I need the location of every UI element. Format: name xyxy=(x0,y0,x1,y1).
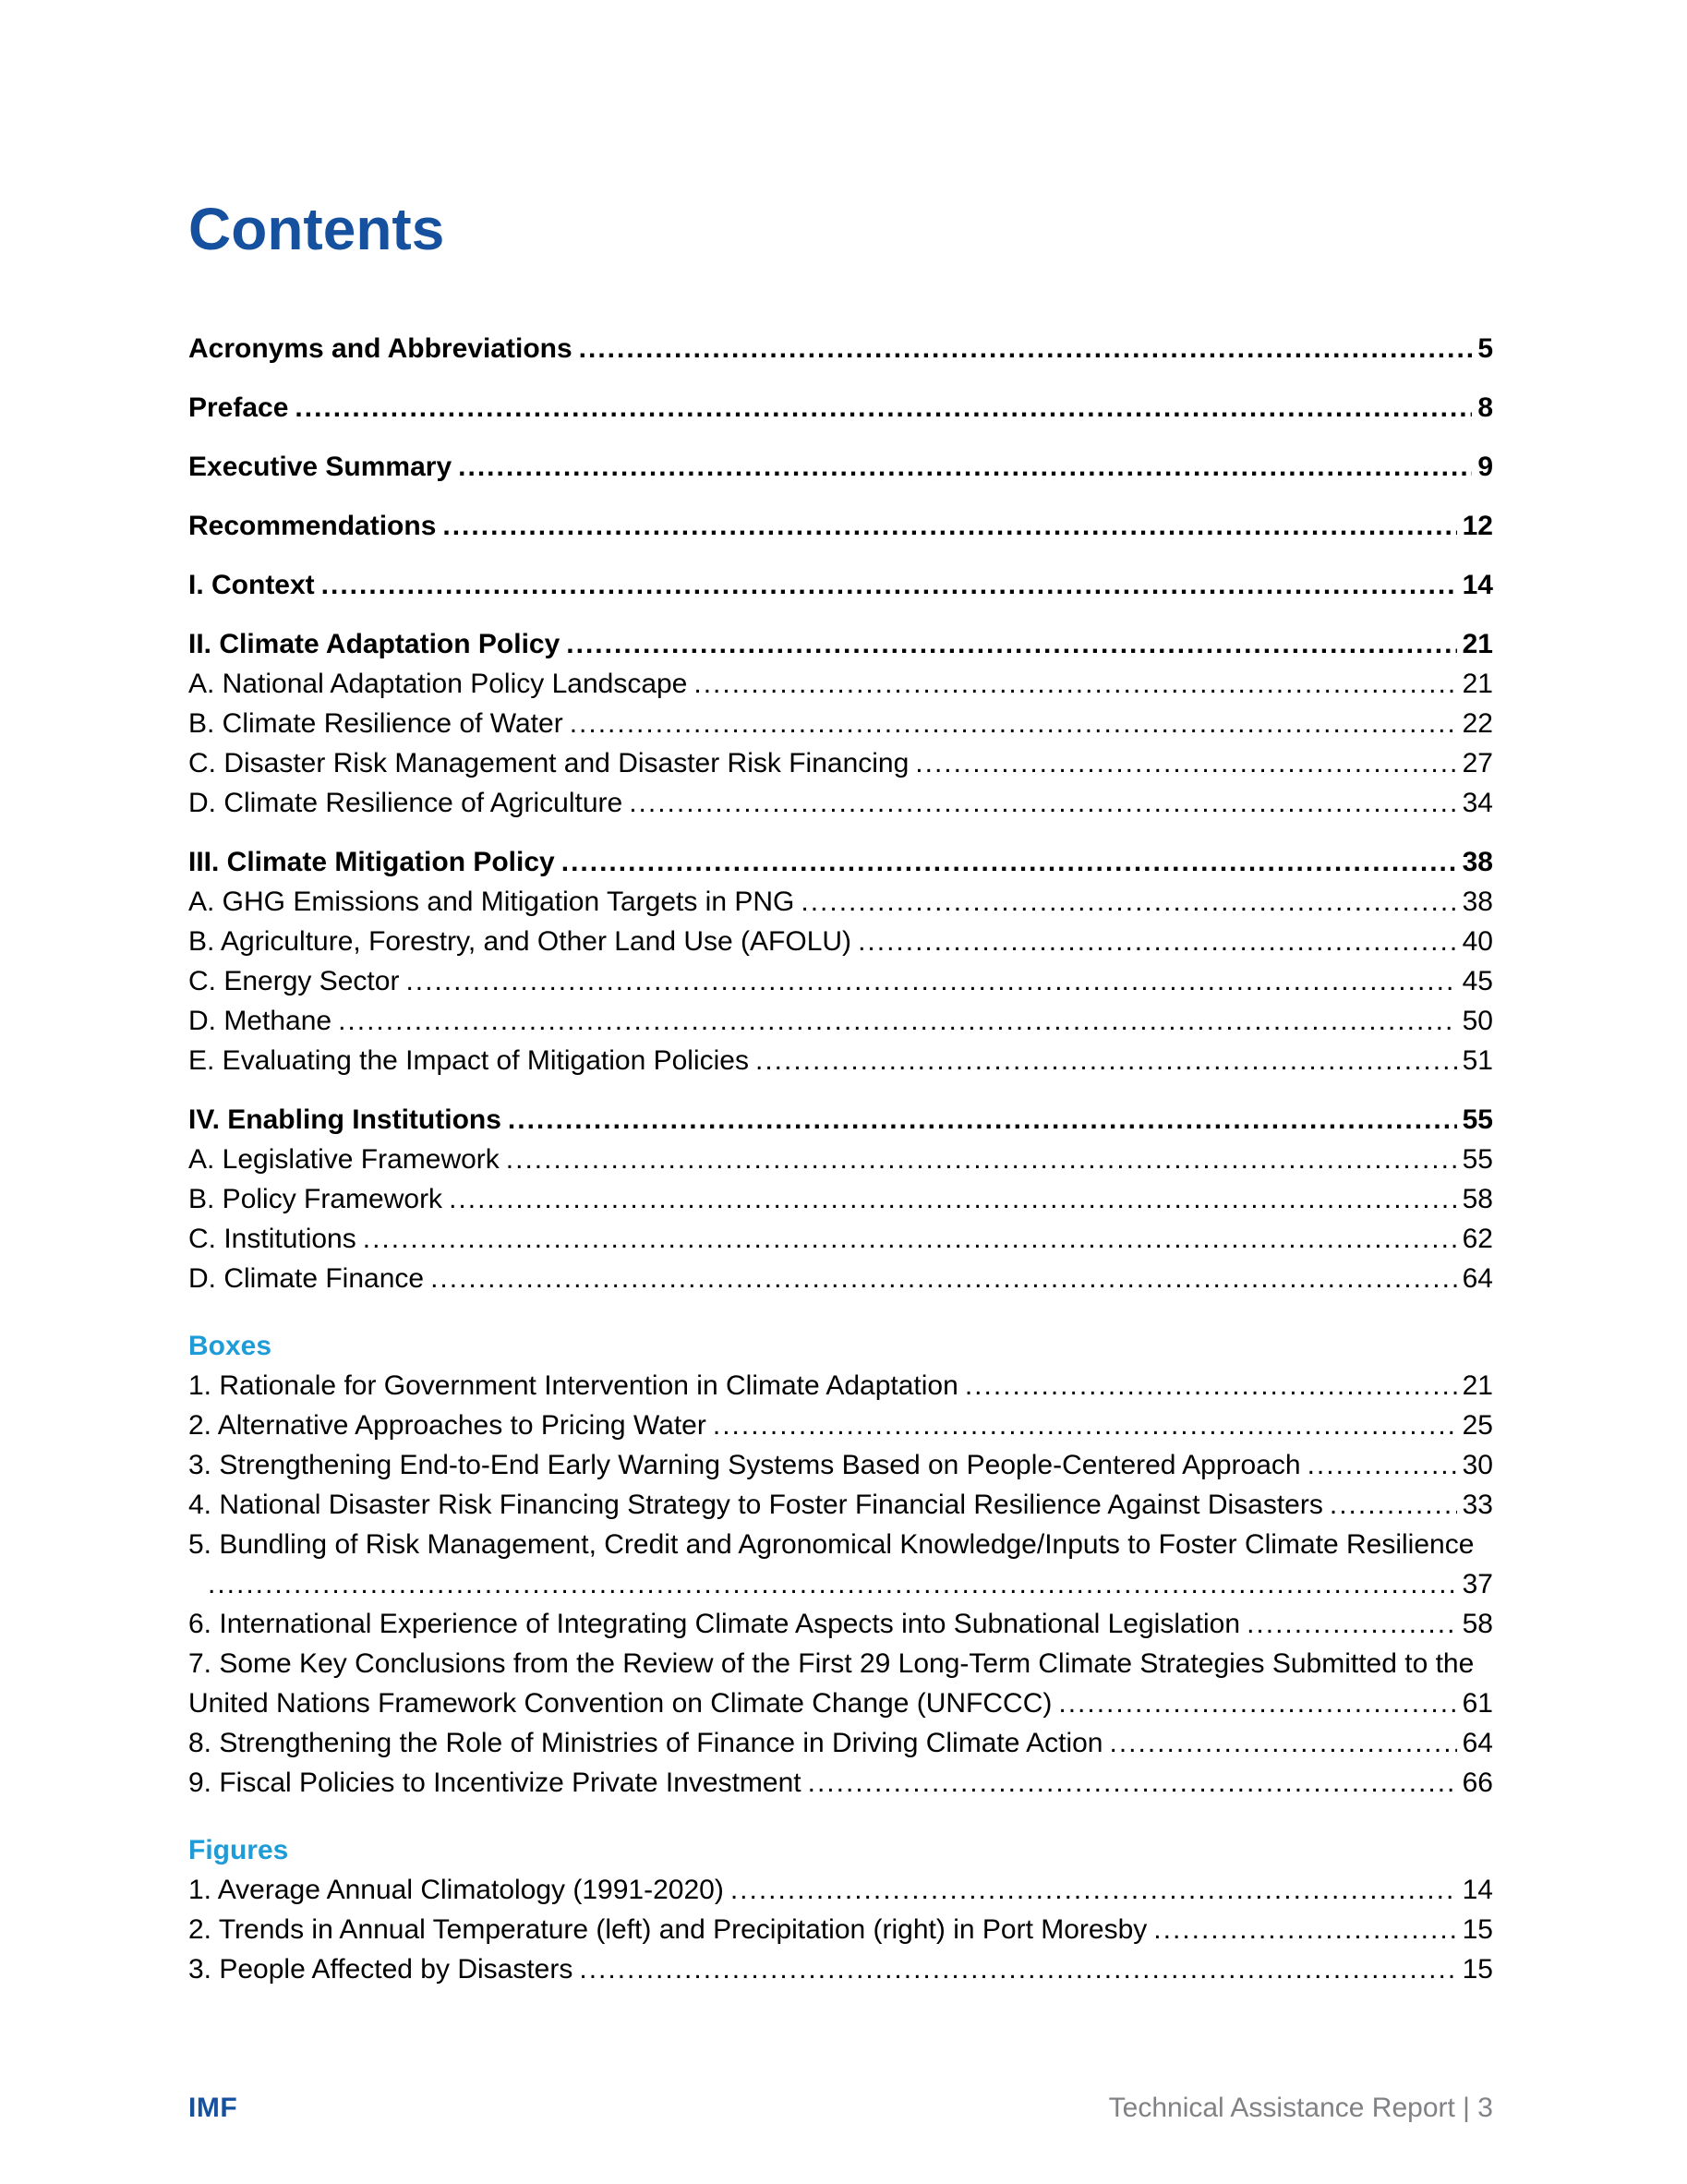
toc-entry-label: 3. Strengthening End-to-End Early Warning Systems Based on People-Centered Approach xyxy=(188,1450,1301,1480)
leader-dots xyxy=(321,565,1457,605)
toc-entry-page: 55 xyxy=(1462,1104,1493,1135)
toc-entry-label: Recommendations xyxy=(188,511,437,541)
toc-entry-box xyxy=(188,1723,1493,1763)
toc-entry-subsection xyxy=(188,783,1493,823)
toc-entry-subsection xyxy=(188,922,1493,961)
toc-entry-label: 2. Alternative Approaches to Pricing Water xyxy=(188,1410,706,1441)
leader-dots xyxy=(295,388,1472,428)
leader-dots xyxy=(449,1179,1457,1219)
toc-entry-label: B. Policy Framework xyxy=(188,1184,443,1214)
toc-entry-label: 1. Average Annual Climatology (1991-2020) xyxy=(188,1875,724,1905)
toc-entry-label: C. Energy Sector xyxy=(188,966,400,996)
toc-entry-page: 27 xyxy=(1462,748,1493,778)
toc-entry-box xyxy=(188,1366,1493,1406)
toc-entry-label: 2. Trends in Annual Temperature (left) and Precipitation (right) in Port Moresby xyxy=(188,1914,1148,1945)
leader-dots xyxy=(965,1366,1457,1406)
leader-dots xyxy=(405,961,1456,1001)
toc-entry-label: A. Legislative Framework xyxy=(188,1144,500,1175)
toc-entry-label: C. Disaster Risk Management and Disaster Risk Financing xyxy=(188,748,910,778)
leader-dots xyxy=(566,624,1456,664)
leader-dots xyxy=(458,447,1472,487)
toc-entry-page: 61 xyxy=(1462,1688,1493,1719)
toc-entry-box xyxy=(188,1406,1493,1445)
toc-entry-box xyxy=(188,1604,1493,1644)
toc-entry-label: D. Methane xyxy=(188,1006,332,1036)
toc-entry-page: 58 xyxy=(1462,1184,1493,1214)
leader-dots xyxy=(508,1100,1457,1140)
toc-entry-label: B. Climate Resilience of Water xyxy=(188,708,563,739)
page-title: Contents xyxy=(188,196,445,262)
toc-entry-front-matter xyxy=(188,447,1493,487)
toc-entry-subsection xyxy=(188,961,1493,1001)
toc-entry-label: IV. Enabling Institutions xyxy=(188,1104,501,1135)
toc-entry-label: 4. National Disaster Risk Financing Strategy to Foster Financial Resilience Against Disasters xyxy=(188,1490,1323,1520)
toc-entry-page: 66 xyxy=(1462,1768,1493,1798)
toc-entry-page: 9 xyxy=(1477,452,1493,482)
leader-dots xyxy=(1153,1910,1456,1949)
toc-entry-subsection xyxy=(188,1001,1493,1041)
toc-entry-page: 38 xyxy=(1462,887,1493,917)
toc-entry-label: 1. Rationale for Government Intervention in Climate Adaptation xyxy=(188,1370,958,1401)
toc-entry-page: 21 xyxy=(1462,629,1493,659)
toc-entry-page: 58 xyxy=(1462,1609,1493,1639)
toc-entry-page: 62 xyxy=(1462,1224,1493,1254)
boxes-list xyxy=(188,1366,1493,1803)
toc-entry-label: United Nations Framework Convention on Climate Change (UNFCCC) xyxy=(188,1688,1053,1719)
toc-front-matter xyxy=(188,329,1493,605)
leader-dots xyxy=(730,1870,1457,1910)
toc-entry-box xyxy=(188,1564,1493,1604)
leader-dots xyxy=(1058,1683,1456,1723)
toc-entry-page: 5 xyxy=(1477,333,1493,364)
toc-entry-subsection xyxy=(188,704,1493,743)
leader-dots xyxy=(629,783,1456,823)
toc-entry-page: 37 xyxy=(1462,1569,1493,1599)
toc-entry-page: 15 xyxy=(1462,1954,1493,1985)
toc-entry-front-matter xyxy=(188,565,1493,605)
leader-dots xyxy=(801,882,1456,922)
leader-dots xyxy=(442,506,1456,546)
toc-entry-label: I. Context xyxy=(188,570,315,600)
toc-entry-subsection xyxy=(188,1219,1493,1259)
toc-entry-front-matter xyxy=(188,388,1493,428)
leader-dots xyxy=(430,1259,1457,1298)
toc-entry-page: 14 xyxy=(1462,570,1493,600)
toc-entry-page: 64 xyxy=(1462,1263,1493,1294)
leader-dots xyxy=(858,922,1457,961)
toc-entry-page: 45 xyxy=(1462,966,1493,996)
leader-dots xyxy=(915,743,1456,783)
toc-entry-page: 50 xyxy=(1462,1006,1493,1036)
leader-dots xyxy=(808,1763,1457,1803)
toc-entry-box xyxy=(188,1644,1493,1683)
leader-dots xyxy=(755,1041,1457,1080)
toc-entry-page: 51 xyxy=(1462,1045,1493,1076)
toc-entry-front-matter xyxy=(188,506,1493,546)
toc-entry-box xyxy=(188,1525,1493,1564)
leader-dots xyxy=(363,1219,1457,1259)
leader-dots xyxy=(1307,1445,1457,1485)
toc-entry-page: 40 xyxy=(1462,926,1493,957)
leader-dots xyxy=(338,1001,1457,1041)
figures-section xyxy=(188,1830,1493,1989)
leader-dots xyxy=(570,704,1457,743)
toc-entry-figure xyxy=(188,1949,1493,1989)
toc-entry-subsection xyxy=(188,743,1493,783)
toc-entry-page: 33 xyxy=(1462,1490,1493,1520)
toc-entry-figure xyxy=(188,1910,1493,1949)
leader-dots xyxy=(713,1406,1457,1445)
toc-entry-subsection xyxy=(188,664,1493,704)
toc-entry-label: A. National Adaptation Policy Landscape xyxy=(188,669,688,699)
toc-entry-page: 30 xyxy=(1462,1450,1493,1480)
table-of-contents xyxy=(188,329,1493,1989)
leader-dots xyxy=(579,329,1473,368)
footer xyxy=(188,2088,1493,2128)
toc-entry-label: 5. Bundling of Risk Management, Credit and Agronomical Knowledge/Inputs to Foster Climate Resilience xyxy=(188,1529,1475,1560)
toc-entry-page: 55 xyxy=(1462,1144,1493,1175)
toc-entry-box xyxy=(188,1445,1493,1485)
toc-entry-label: 6. International Experience of Integrating Climate Aspects into Subnational Legislation xyxy=(188,1609,1241,1639)
leader-dots xyxy=(693,664,1456,704)
toc-entry-page: 21 xyxy=(1462,1370,1493,1401)
toc-entry-label: D. Climate Finance xyxy=(188,1263,425,1294)
toc-entry-front-matter xyxy=(188,329,1493,368)
toc-entry-page: 12 xyxy=(1462,511,1493,541)
toc-entry-label: E. Evaluating the Impact of Mitigation Policies xyxy=(188,1045,749,1076)
toc-entry-page: 34 xyxy=(1462,788,1493,818)
toc-entry-page: 64 xyxy=(1462,1728,1493,1758)
toc-entry-page: 21 xyxy=(1462,669,1493,699)
toc-entry-box xyxy=(188,1763,1493,1803)
boxes-heading: Boxes xyxy=(188,1331,272,1361)
toc-entry-page: 22 xyxy=(1462,708,1493,739)
toc-entry-page: 38 xyxy=(1462,847,1493,877)
toc-entry-subsection xyxy=(188,1140,1493,1179)
leader-dots xyxy=(561,842,1457,882)
toc-entry-box xyxy=(188,1683,1493,1723)
toc-entry-label: A. GHG Emissions and Mitigation Targets in PNG xyxy=(188,887,795,917)
figures-heading: Figures xyxy=(188,1835,289,1865)
toc-entry-subsection xyxy=(188,1259,1493,1298)
page-content xyxy=(188,196,1493,1989)
toc-entry-label: 7. Some Key Conclusions from the Review of the First 29 Long-Term Climate Strategies Submitted to the xyxy=(188,1648,1475,1679)
toc-entry-chapter xyxy=(188,1100,1493,1140)
footer-page-info: Technical Assistance Report | 3 xyxy=(1108,2093,1493,2123)
toc-entry-label: II. Climate Adaptation Policy xyxy=(188,629,560,659)
toc-entry-subsection xyxy=(188,1041,1493,1080)
toc-entry-label: C. Institutions xyxy=(188,1224,356,1254)
figures-list xyxy=(188,1870,1493,1989)
toc-chapters xyxy=(188,624,1493,1298)
toc-entry-chapter xyxy=(188,842,1493,882)
leader-dots xyxy=(579,1949,1456,1989)
toc-entry-page: 14 xyxy=(1462,1875,1493,1905)
leader-dots xyxy=(1330,1485,1457,1525)
toc-entry-label: Acronyms and Abbreviations xyxy=(188,333,572,364)
toc-entry-label: III. Climate Mitigation Policy xyxy=(188,847,555,877)
toc-entry-figure xyxy=(188,1870,1493,1910)
toc-entry-label: D. Climate Resilience of Agriculture xyxy=(188,788,623,818)
toc-entry-label: Preface xyxy=(188,392,289,423)
toc-entry-subsection xyxy=(188,1179,1493,1219)
imf-logo-text: IMF xyxy=(188,2093,238,2123)
leader-dots xyxy=(506,1140,1457,1179)
toc-entry-page: 25 xyxy=(1462,1410,1493,1441)
toc-entry-label: 9. Fiscal Policies to Incentivize Private Investment xyxy=(188,1768,801,1798)
toc-entry-label: B. Agriculture, Forestry, and Other Land Use (AFOLU) xyxy=(188,926,852,957)
toc-entry-box xyxy=(188,1485,1493,1525)
toc-entry-subsection xyxy=(188,882,1493,922)
toc-entry-label: Executive Summary xyxy=(188,452,452,482)
toc-entry-label: 8. Strengthening the Role of Ministries of Finance in Driving Climate Action xyxy=(188,1728,1103,1758)
toc-entry-label: 3. People Affected by Disasters xyxy=(188,1954,573,1985)
toc-entry-chapter xyxy=(188,624,1493,664)
leader-dots xyxy=(1109,1723,1456,1763)
toc-entry-page: 8 xyxy=(1477,392,1493,423)
toc-entry-page: 15 xyxy=(1462,1914,1493,1945)
boxes-section xyxy=(188,1326,1493,1803)
leader-dots xyxy=(208,1564,1457,1604)
leader-dots xyxy=(1247,1604,1457,1644)
